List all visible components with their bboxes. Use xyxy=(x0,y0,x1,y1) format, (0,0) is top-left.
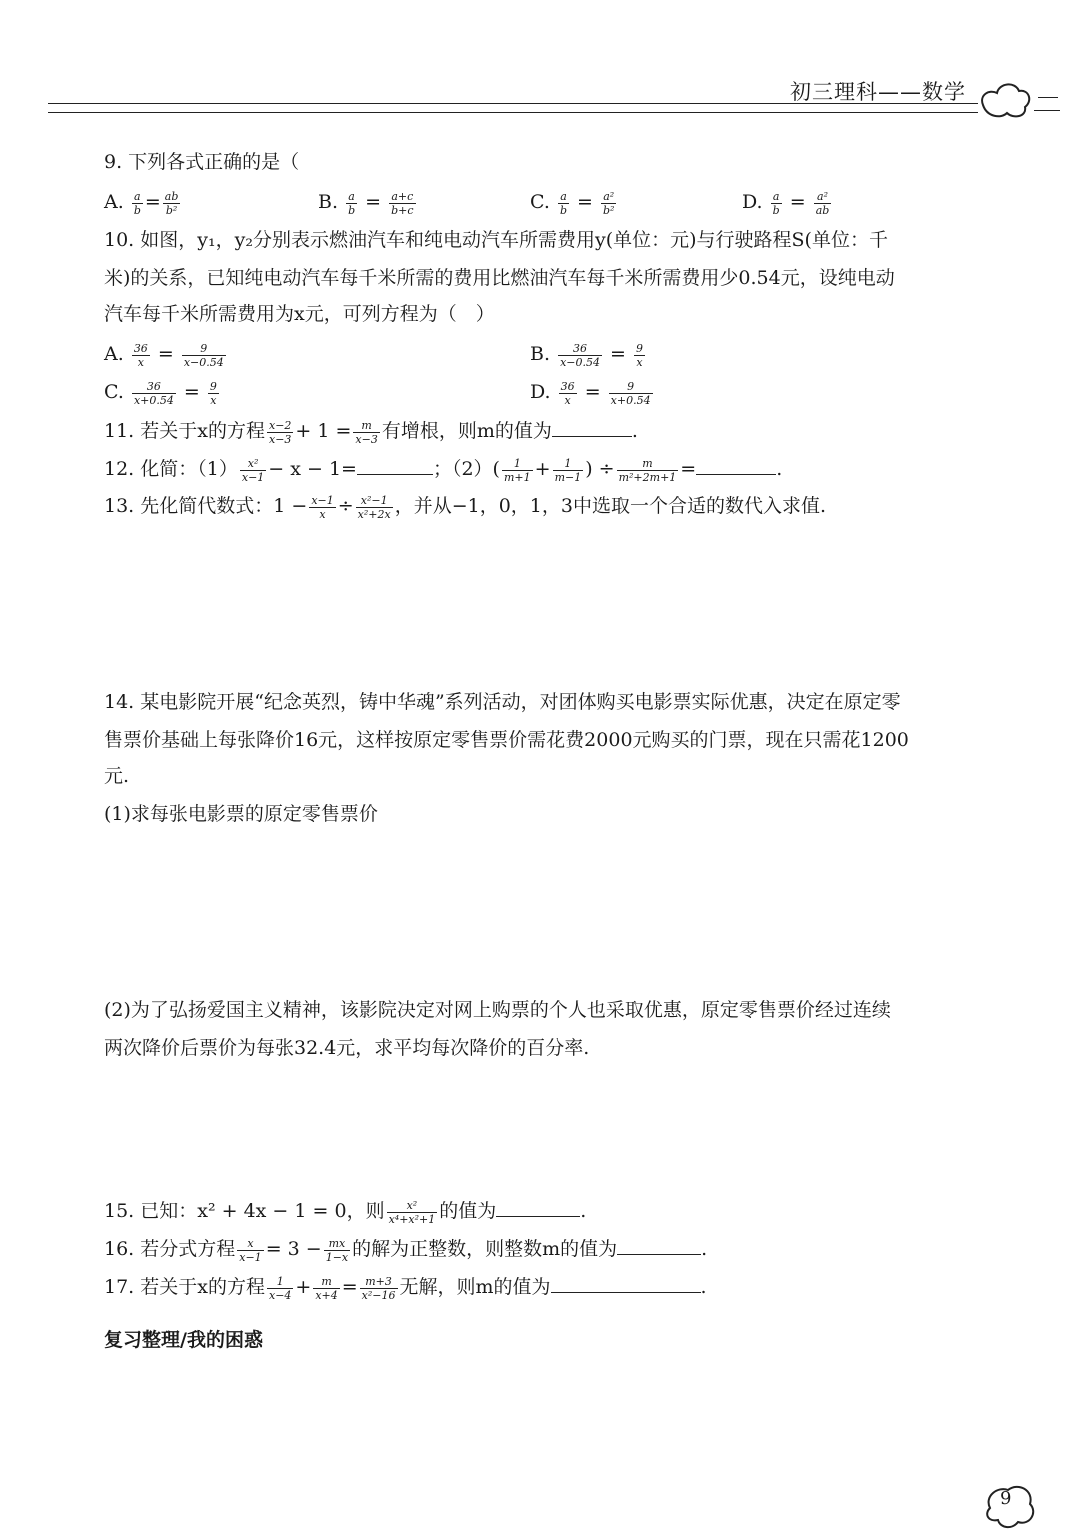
header-title: 初三理科——数学 xyxy=(790,80,966,104)
q10-line-1: 10. 如图，y₁，y₂分别表示燃油汽车和纯电动汽车所需费用y(单位：元)与行驶路程S(单位：千 xyxy=(104,229,888,251)
q9-option-a: A. $\frac{a}{b}$ = $\frac{ab}{\text{b²}}$ xyxy=(104,189,179,217)
review-title: 复习整理/我的困惑 xyxy=(104,1329,263,1351)
cloud-logo-icon xyxy=(975,75,1035,125)
header-rule-right-2 xyxy=(1034,110,1060,111)
q9-stem: 9. 下列各式正确的是（ xyxy=(104,151,300,173)
q14-part-1: (1)求每张电影票的原定零售票价 xyxy=(104,803,378,825)
q12-answer-blank-2[interactable] xyxy=(696,456,776,475)
q9-option-d: D. $\frac{a}{b}$ = $\frac{\text{a²}}{ab}$ xyxy=(742,189,830,217)
q17-answer-blank[interactable] xyxy=(551,1274,701,1293)
q14-line-2: 售票价基础上每张降价16元，这样按原定零售票价需花费2000元购买的门票，现在只需花1200 xyxy=(104,729,909,751)
q17: 17. 若关于x的方程 $\frac{1}{x-4}$ + $\frac{m}{x+4}$ = $\frac{m+3}{\text{x²−16}}$ 无解，则m的值为 . xyxy=(104,1274,707,1302)
q11: 11. 若关于x的方程 $\frac{x-2}{x-3}$ + 1 = $\frac{m}{x-3}$ 有增根，则m的值为 . xyxy=(104,418,638,446)
header-rule-bottom xyxy=(48,112,978,113)
header-rule-right-1 xyxy=(1038,97,1058,98)
q14-part-2-line-2: 两次降价后票价为每张32.4元，求平均每次降价的百分率. xyxy=(104,1037,590,1059)
q16-answer-blank[interactable] xyxy=(617,1236,701,1255)
q15: 15. 已知：x² + 4x − 1 = 0，则 $\frac{\text{x²}}{\text{x⁴+x²+1}}$ 的值为 . xyxy=(104,1198,587,1226)
q10-option-b: B. $\frac{36}{x-0.54}$ = $\frac{9}{x}$ xyxy=(530,341,643,369)
page-number: 9 xyxy=(1000,1488,1012,1509)
q10-line-2: 米)的关系，已知纯电动汽车每千米所需的费用比燃油汽车每千米所需费用少0.54元，设纯电动 xyxy=(104,267,895,289)
q14-line-3: 元. xyxy=(104,765,130,787)
q15-answer-blank[interactable] xyxy=(496,1198,580,1217)
q16: 16. 若分式方程 $\frac{x}{x-1}$ = 3 − $\frac{mx}{1-x}$ 的解为正整数，则整数m的值为 . xyxy=(104,1236,708,1264)
q10-line-3: 汽车每千米所需费用为x元，可列方程为（ ） xyxy=(104,303,495,325)
q13: 13. 先化简代数式：1 − $\frac{x-1}{x}$ ÷ $\frac{\text{x²−1}}{\text{x²+2x}}$ ，并从−1，0，1，3中选取一个合适的数代入求值. xyxy=(104,493,827,521)
q12: 12. 化简：（1） $\frac{\text{x²}}{x-1}$ − x − 1= ；（2）( $\frac{1}{m+1}$ + $\frac{1}{m-1}$ ) ÷ $\frac{m}{\text{m²+2m+1}}$ = . xyxy=(104,456,783,484)
q10-option-c: C. $\frac{36}{x+0.54}$ = $\frac{9}{x}$ xyxy=(104,379,217,407)
q9-option-b: B. $\frac{a}{b}$ = $\frac{a+c}{b+c}$ xyxy=(318,189,414,217)
q14-line-1: 14. 某电影院开展“纪念英烈，铸中华魂”系列活动，对团体购买电影票实际优惠，决定在原定零 xyxy=(104,691,901,713)
q9-option-c: C. $\frac{a}{b}$ = $\frac{\text{a²}}{\text{b²}}$ xyxy=(530,189,615,217)
q10-option-d: D. $\frac{36}{x}$ = $\frac{9}{x+0.54}$ xyxy=(530,379,651,407)
q12-answer-blank-1[interactable] xyxy=(357,456,433,475)
q11-answer-blank[interactable] xyxy=(552,418,632,437)
q10-option-a: A. $\frac{36}{x}$ = $\frac{9}{x-0.54}$ xyxy=(104,341,224,369)
header-rule-top xyxy=(48,103,978,104)
q14-part-2-line-1: (2)为了弘扬爱国主义精神，该影院决定对网上购票的个人也采取优惠，原定零售票价经过连续 xyxy=(104,999,891,1021)
